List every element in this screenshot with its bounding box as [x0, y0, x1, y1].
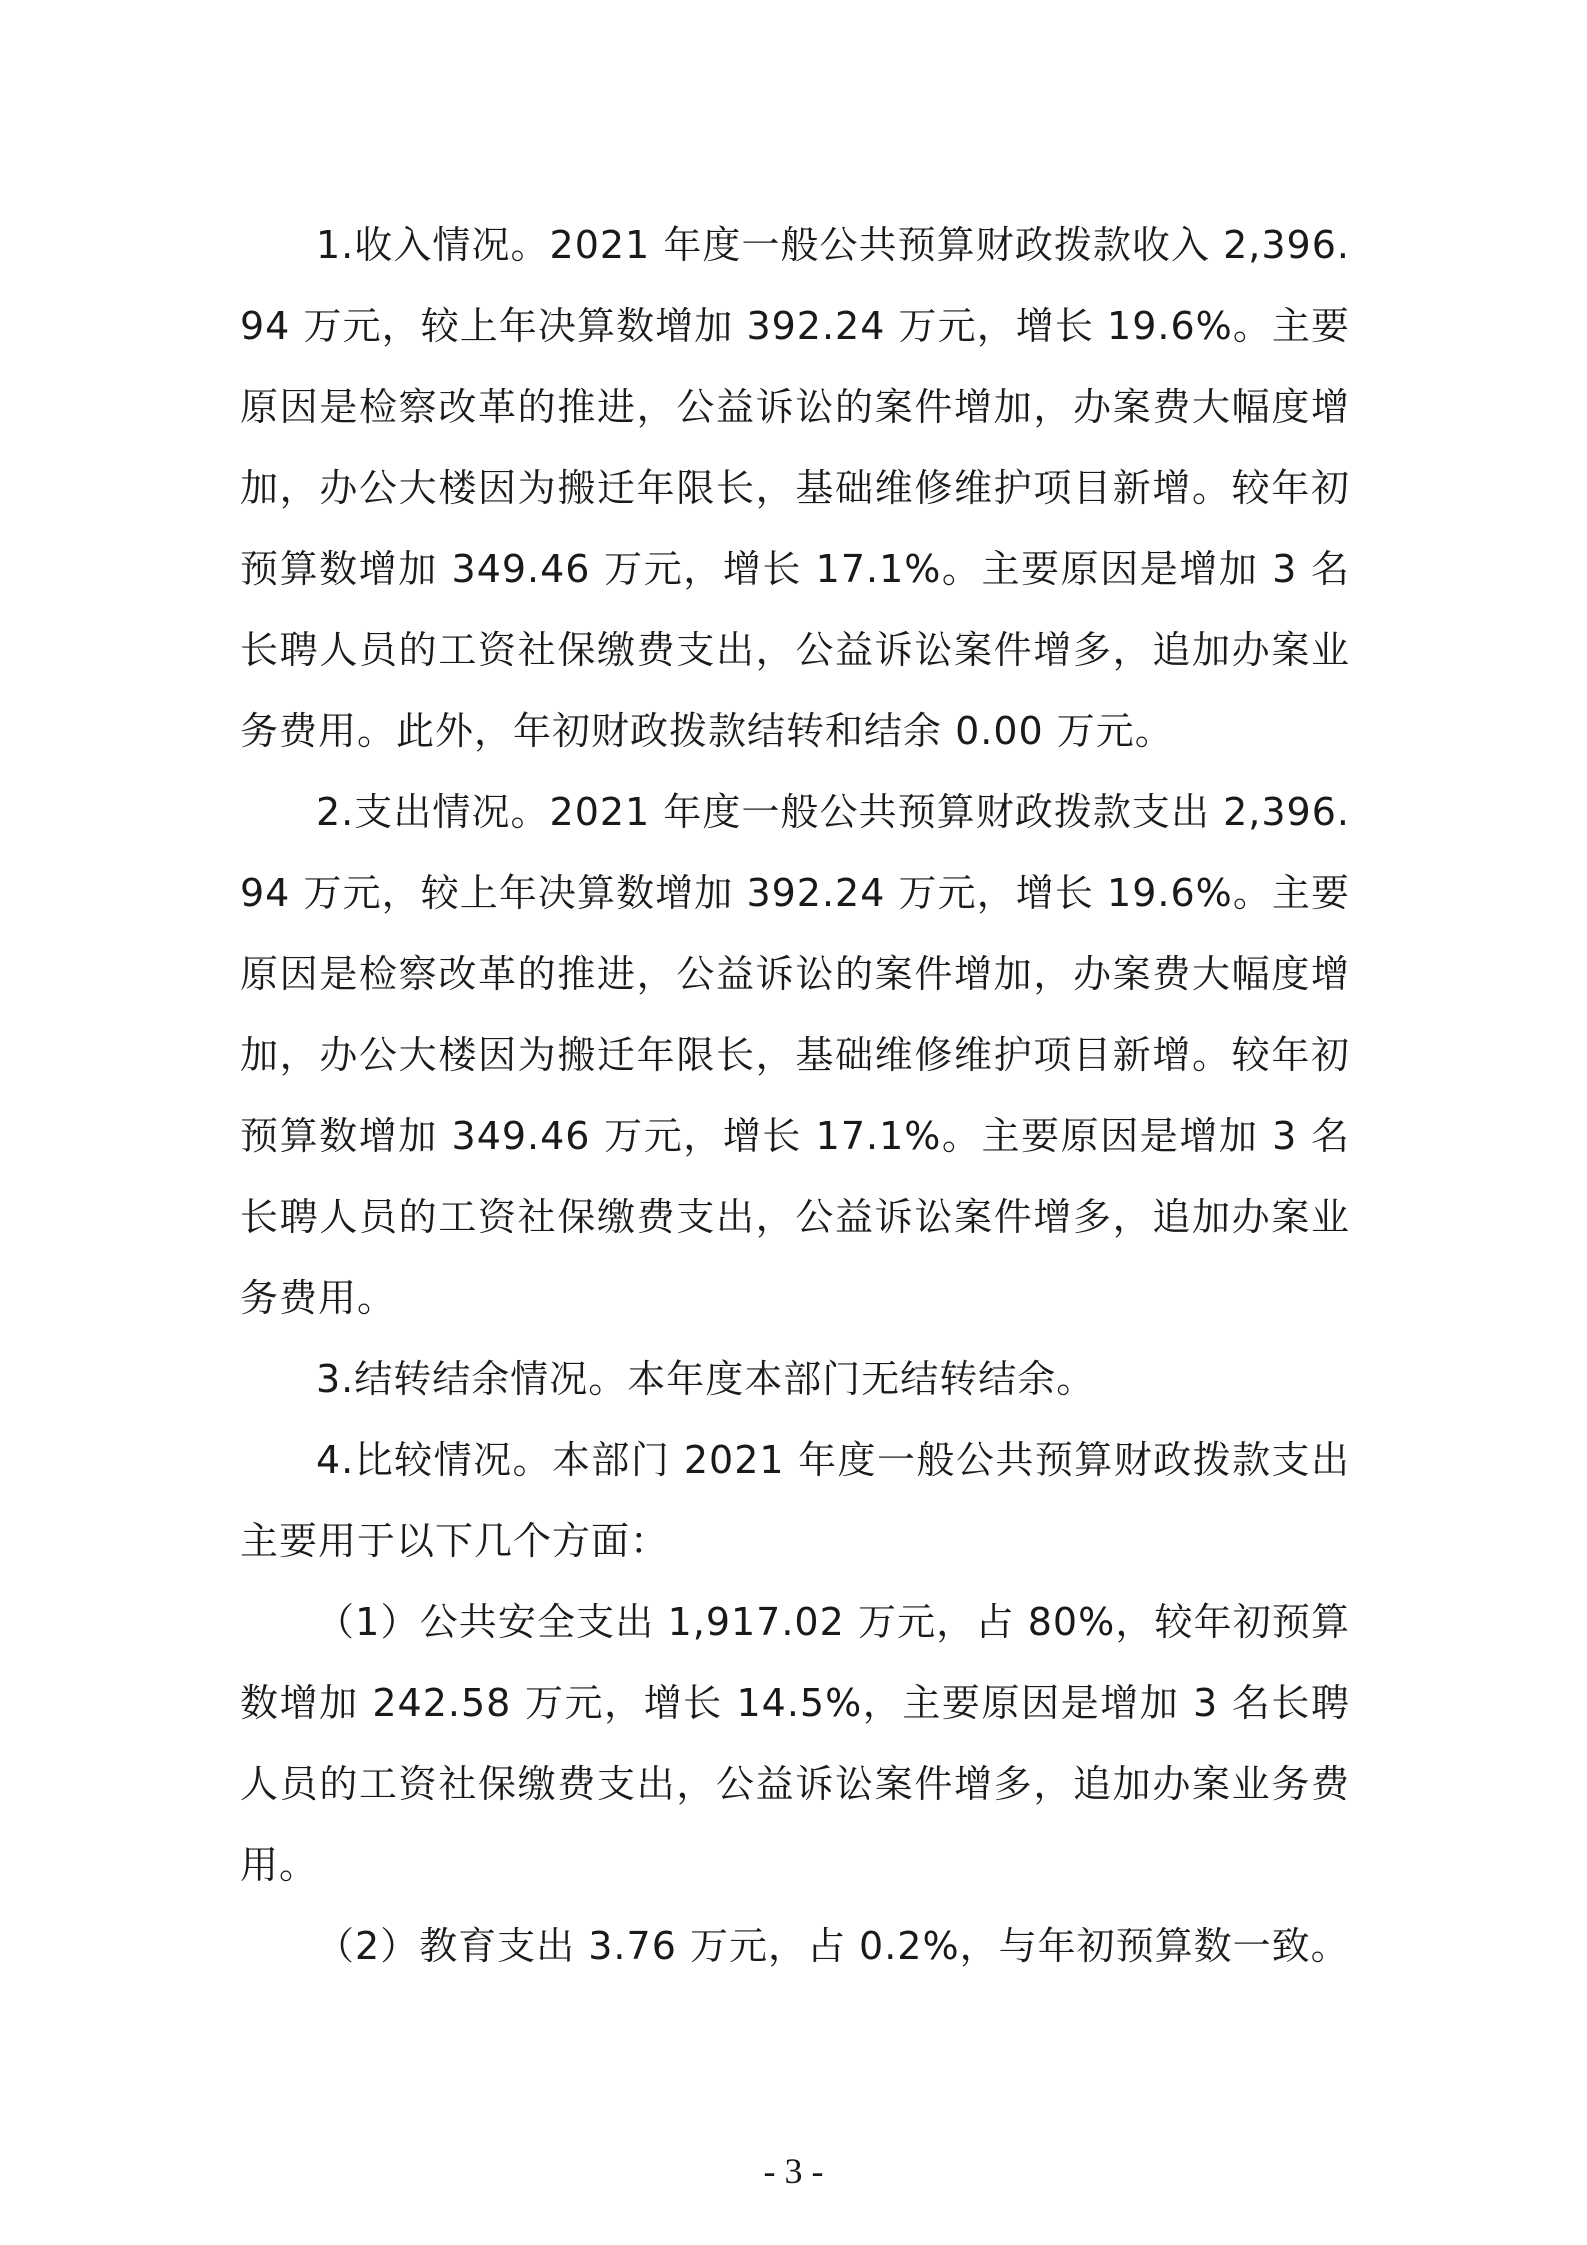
paragraph-education: （2）教育支出 3.76 万元，占 0.2%，与年初预算数一致。: [316, 1924, 1350, 1968]
document-body: [240, 205, 1350, 1987]
paragraph-carryover: 3.结转结余情况。本年度本部门无结转结余。: [316, 1357, 1096, 1401]
paragraph-income: 1.收入情况。2021 年度一般公共预算财政拨款收入 2,396.94 万元，较上年决算数增加 392.24 万元，增长 19.6%。主要原因是检察改革的推进，公益诉讼的案件增加，办案费大幅度增加，办公大楼因为搬迁年限长，基础维修维护项目新增。较年初预算数增加 349.46 万元，增长 17.1%。主要原因是增加 3 名长聘人员的工资社保缴费支出，公益诉讼案件增多，追加办案业务费用。此外，年初财政拨款结转和结余 0.00 万元。: [240, 223, 1350, 753]
paragraph-public-safety: （1）公共安全支出 1,917.02 万元，占 80%，较年初预算数增加 242.58 万元，增长 14.5%，主要原因是增加 3 名长聘人员的工资社保缴费支出，公益诉讼案件增多，追加办案业务费用。: [240, 1600, 1350, 1887]
paragraph-comparison: 4.比较情况。本部门 2021 年度一般公共预算财政拨款支出主要用于以下几个方面：: [240, 1438, 1350, 1563]
page-number: - 3 -: [763, 2151, 824, 2191]
paragraph-expenditure: 2.支出情况。2021 年度一般公共预算财政拨款支出 2,396.94 万元，较上年决算数增加 392.24 万元，增长 19.6%。主要原因是检察改革的推进，公益诉讼的案件增加，办案费大幅度增加，办公大楼因为搬迁年限长，基础维修维护项目新增。较年初预算数增加 349.46 万元，增长 17.1%。主要原因是增加 3 名长聘人员的工资社保缴费支出，公益诉讼案件增多，追加办案业务费用。: [240, 790, 1350, 1320]
